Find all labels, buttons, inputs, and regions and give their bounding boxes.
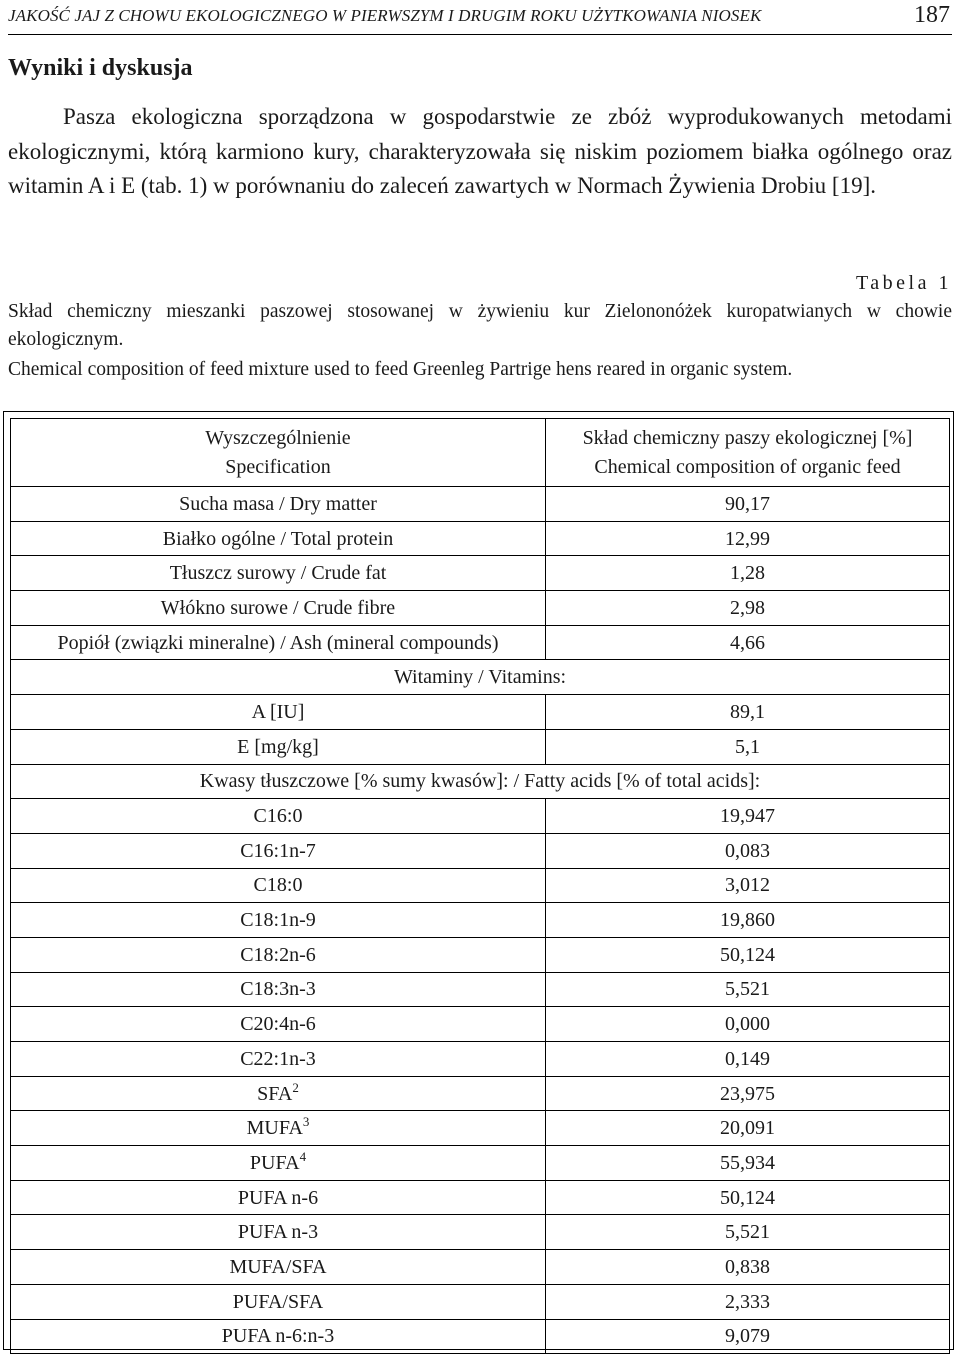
row-label (11, 1042, 546, 1077)
row-value: 50,124 (546, 937, 950, 972)
col2-header-pl: Skład chemiczny paszy ekologicznej [%] (582, 426, 913, 449)
row-label-text: Sucha masa / Dry matter (179, 492, 377, 515)
table-row (11, 1076, 950, 1111)
table-row (11, 487, 950, 522)
row-label-text: C16:1n-7 (240, 839, 316, 862)
table-row (11, 868, 950, 903)
row-value: 55,934 (546, 1146, 950, 1181)
row-label (11, 591, 546, 626)
row-label (11, 1180, 546, 1215)
page-number: 187 (914, 2, 950, 28)
row-value: 0,838 (546, 1250, 950, 1285)
table-row (11, 695, 950, 730)
row-label (11, 903, 546, 938)
row-label-text: C18:3n-3 (240, 978, 316, 1001)
row-value: 0,083 (546, 833, 950, 868)
row-label (11, 556, 546, 591)
row-label-text: MUFA/SFA (229, 1255, 327, 1278)
row-label-text: C22:1n-3 (240, 1047, 316, 1070)
row-label (11, 1146, 546, 1181)
row-label-text: MUFA (246, 1117, 303, 1140)
table-row (11, 556, 950, 591)
table-label: Tabela 1 (855, 272, 952, 294)
col1-header (11, 419, 546, 487)
table-row (11, 1146, 950, 1181)
row-value: 0,149 (546, 1042, 950, 1077)
row-value: 4,66 (546, 625, 950, 660)
row-value: 90,17 (546, 487, 950, 522)
row-value: 5,1 (546, 729, 950, 764)
row-label-text: Popiół (związki mineralne) / Ash (mineral compounds) (57, 631, 499, 654)
table-row (11, 1180, 950, 1215)
row-label-text: Białko ogólne / Total protein (162, 527, 394, 550)
row-label-text: PUFA n-6:n-3 (221, 1325, 335, 1348)
row-value: 9,079 (546, 1319, 950, 1354)
row-label (11, 972, 546, 1007)
table-row (11, 972, 950, 1007)
table-row (11, 729, 950, 764)
col1-header-en: Specification (225, 455, 331, 478)
table-frame (3, 411, 954, 1350)
row-label-text: PUFA n-6 (237, 1186, 319, 1209)
row-label-text: PUFA/SFA (232, 1290, 324, 1313)
row-label-text: Tłuszcz surowy / Crude fat (169, 562, 387, 585)
table-row (11, 591, 950, 626)
row-value: 0,000 (546, 1007, 950, 1042)
running-title: JAKOŚĆ JAJ Z CHOWU EKOLOGICZNEGO W PIERWSZYM I DRUGIM ROKU UŻYTKOWANIA NIOSEK (8, 6, 762, 25)
row-label (11, 521, 546, 556)
row-value: 5,521 (546, 972, 950, 1007)
row-value: 23,975 (546, 1076, 950, 1111)
table-row (11, 1250, 950, 1285)
row-label (11, 799, 546, 834)
row-label-text: E [mg/kg] (237, 735, 319, 758)
row-label (11, 1284, 546, 1319)
fatty-acids-header-row (11, 764, 950, 799)
vitamins-header-row (11, 660, 950, 695)
table-row (11, 833, 950, 868)
table-row (11, 1042, 950, 1077)
row-label-text: A [IU] (251, 700, 305, 723)
row-label (11, 625, 546, 660)
footnote-marker: 3 (302, 1114, 310, 1130)
row-label (11, 868, 546, 903)
table-caption-en: Chemical composition of feed mixture used to feed Greenleg Partrige hens reared in organic system. (8, 359, 793, 380)
body-paragraph: Pasza ekologiczna sporządzona w gospodarstwie ze zbóż wyprodukowanych metodami ekologicznymi, którą karmiono kury, charakteryzowała się niskim poziomem białka ogólnego oraz witamin A i E (tab. 1) w porównaniu do zaleceń zawartych w Normach Żywienia Drobiu [19]. (8, 104, 952, 198)
row-value: 2,98 (546, 591, 950, 626)
row-label-text: C16:0 (253, 805, 303, 828)
table-row (11, 903, 950, 938)
table-row (11, 1007, 950, 1042)
row-value: 2,333 (546, 1284, 950, 1319)
row-label-text: SFA (257, 1082, 293, 1105)
table-row (11, 625, 950, 660)
row-label (11, 937, 546, 972)
row-value: 5,521 (546, 1215, 950, 1250)
table-row (11, 1319, 950, 1354)
row-label (11, 1007, 546, 1042)
row-label (11, 833, 546, 868)
row-label-text: PUFA (249, 1151, 300, 1174)
row-label (11, 1215, 546, 1250)
row-label-text: Włókno surowe / Crude fibre (160, 596, 396, 619)
col1-header-pl: Wyszczególnienie (205, 426, 351, 449)
row-label (11, 1111, 546, 1146)
row-label (11, 487, 546, 522)
table-row (11, 521, 950, 556)
row-label (11, 1250, 546, 1285)
row-label-text: C18:2n-6 (240, 943, 316, 966)
table-row (11, 1215, 950, 1250)
row-label (11, 729, 546, 764)
row-value: 89,1 (546, 695, 950, 730)
section-title: Wyniki i dyskusja (8, 55, 193, 81)
row-value: 19,860 (546, 903, 950, 938)
composition-table (10, 418, 950, 1354)
row-label (11, 1319, 546, 1354)
row-value: 19,947 (546, 799, 950, 834)
table-header-row (11, 419, 950, 487)
col2-header-en: Chemical composition of organic feed (594, 455, 901, 478)
row-value: 12,99 (546, 521, 950, 556)
row-label-text: C20:4n-6 (240, 1013, 316, 1036)
table-row (11, 799, 950, 834)
row-value: 3,012 (546, 868, 950, 903)
fatty-acids-header: Kwasy tłuszczowe [% sumy kwasów]: / Fatty acids [% of total acids]: (11, 764, 950, 799)
row-label (11, 695, 546, 730)
row-label-text: PUFA n-3 (237, 1221, 319, 1244)
table-caption-pl: Skład chemiczny mieszanki paszowej stosowanej w żywieniu kur Zielononóżek kuropatwianych w chowie ekologicznym. (8, 301, 952, 350)
table-row (11, 1111, 950, 1146)
row-label-text: C18:0 (253, 874, 303, 897)
footnote-marker: 4 (299, 1148, 307, 1164)
row-value: 50,124 (546, 1180, 950, 1215)
row-value: 1,28 (546, 556, 950, 591)
row-label-text: C18:1n-9 (240, 909, 316, 932)
table-row (11, 937, 950, 972)
col2-header (546, 419, 950, 487)
table-row (11, 1284, 950, 1319)
page-header (8, 0, 952, 35)
footnote-marker: 2 (292, 1079, 299, 1095)
row-label (11, 1076, 546, 1111)
row-value: 20,091 (546, 1111, 950, 1146)
vitamins-header: Witaminy / Vitamins: (11, 660, 950, 695)
